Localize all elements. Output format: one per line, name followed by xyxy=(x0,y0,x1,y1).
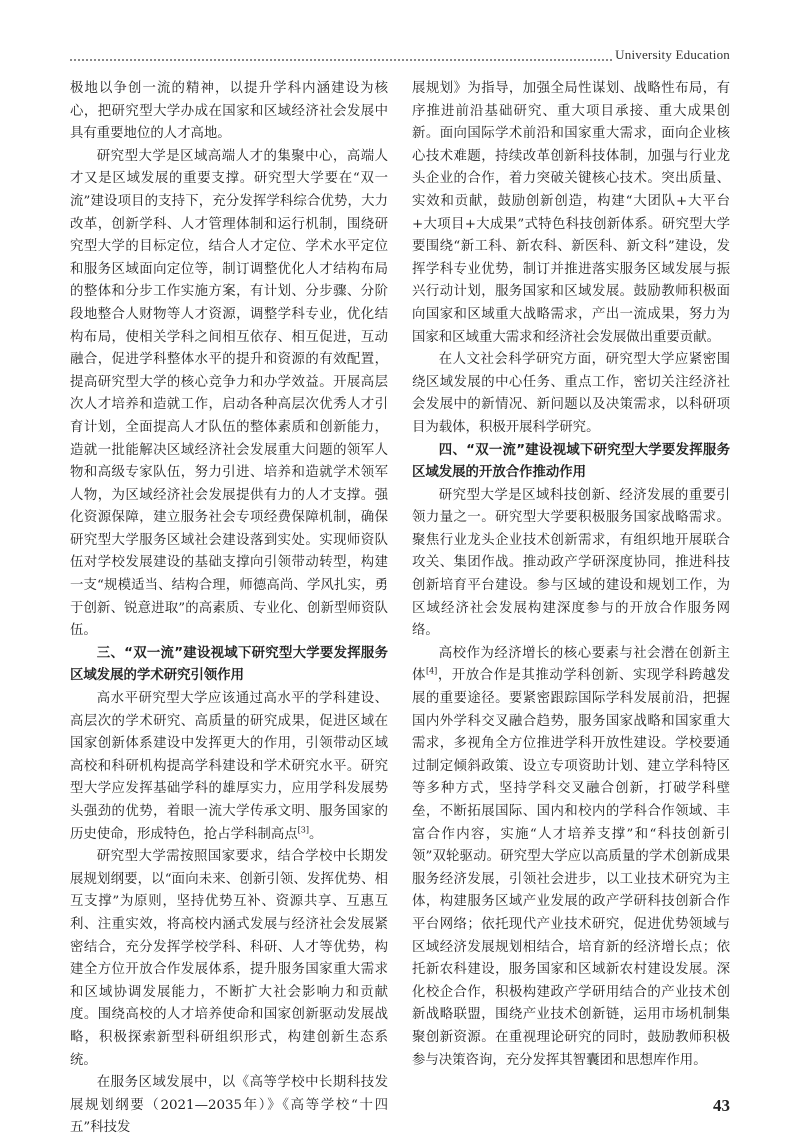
paragraph: 研究型大学是区域科技创新、经济发展的重要引领力量之一。研究型大学要积极服务国家战略需求。聚焦行业龙头企业技术创新需求，有组织地开展联合攻关、集团作战。推动政产学研深度协同，推进科技创新培育平台建设。参与区域的建设和规划工作，为区域经济社会发展构建深度参与的开放合作服务网络。 xyxy=(412,487,730,639)
section-heading-4: 四、“双一流”建设视域下研究型大学要发挥服务区域发展的开放合作推动作用 xyxy=(412,442,730,481)
paragraph xyxy=(412,643,730,1072)
paragraph: 研究型大学是区域高端人才的集聚中心，高端人才又是区域发展的重要支撑。研究型大学要在“双一流”建设项目的支持下，充分发挥学科综合优势，大力改革，创新学科、人才管理体制和运行机制，围绕研究型大学的目标定位，结合人才定位、学术水平定位和服务区域面向定位等，制订调整优化人才结构布局的整体和分步工作实施方案，有计划、分步骤、分阶段地整合人财物等人才资源，调整学科专业，优化结构布局，使相关学科之间相互依存、相互促进，互动融合，促进学科整体水平的提升和资源的有效配置，提高研究型大学的核心竞争力和办学效益。开展高层次人才培养和造就工作，启动各种高层次优秀人才引育计划，全面提高人才队伍的整体素质和创新能力，造就一批能解决区域经济社会发展重大问题的领军人物和高级专家队伍，努力引进、培养和造就学术领军人物，为区域经济社会发展提供有力的人才支撑。强化资源保障，建立服务社会专项经费保障机制，确保研究型大学服务区域社会建设落到实处。实现师资队伍对学校发展建设的基础支撑向引领带动转型，构建一支“规模适当、结构合理，师德高尚、学风扎实，勇于创新、锐意进取”的高素质、专业化、创新型师资队伍。 xyxy=(70,148,388,639)
paragraph: 在人文社会科学研究方面，研究型大学应紧密围绕区域发展的中心任务、重点工作，密切关注经济社会发展中的新情况、新问题以及决策需求，以科研项目为载体，积极开展科学研究。 xyxy=(412,352,730,435)
page-number: 43 xyxy=(713,1096,730,1115)
paragraph: 在服务区域发展中，以《高等学校中长期科技发展规划纲要（2021—2035年）》《高等学校“十四五”科技发 xyxy=(70,1075,388,1136)
section-heading-3: 三、“双一流”建设视域下研究型大学要发挥服务区域发展的学术研究引领作用 xyxy=(70,645,388,684)
left-column xyxy=(70,78,388,1140)
running-header xyxy=(70,47,730,67)
paragraph: 极地以争创一流的精神，以提升学科内涵建设为核心，把研究型大学办成在国家和区域经济社会发展中具有重要地位的人才高地。 xyxy=(70,81,388,142)
paragraph xyxy=(70,688,388,846)
paragraph-text: 高校作为经济增长的核心要素与社会潜在创新主体 xyxy=(412,645,730,684)
journal-name: University Education xyxy=(615,47,730,62)
header-dotted-rule xyxy=(70,59,612,61)
paragraph: 研究型大学需按照国家要求，结合学校中长期发展规划纲要，以“面向未来、创新引领、发挥优势、相互支撑”为原则，坚持优势互补、资源共享、互惠互利、注重实效，将高校内涵式发展与经济社会发展紧密结合，充分发挥学校学科、科研、人才等优势，构建全方位开放合作发展体系，提升服务国家重大需求和区域协调发展能力，不断扩大社会影响力和贡献度。围绕高校的人才培养使命和国家创新驱动发展战略，积极探索新型科研组织形式，构建创新生态系统。 xyxy=(70,849,388,1068)
paragraph-text: ，开放合作是其推动学科创新、实现学科跨越发展的重要途径。要紧密跟踪国际学科发展前沿，把握国内外学科交叉融合趋势，服务国家战略和国家重大需求，多视角全方位推进学科开放性建设。学校要通过制定倾斜政策、设立专项资助计划、建立学科特区等多种方式，坚持学科交叉融合创新，打破学科壁垒，不断拓展国际、国内和校内的学科合作领域、丰富合作内容，实施“人才培养支撑”和“科技创新引领”双轮驱动。研究型大学应以高质量的学术创新成果服务经济发展，引领社会进步，以工业技术研究为主体，构建服务区域产业发展的政产学研科技创新合作平台网络；依托现代产业技术研究，促进优势领域与区域经济发展规划相结合，培育新的经济增长点；依托新农科建设，服务国家和区域新农村建设发展。深化校企合作，积极构建政产学研用结合的产业技术创新战略联盟，围绕产业技术创新链，运用市场机制集聚创新资源。在重视理论研究的同时，鼓励教师积极参与决策咨询，充分发挥其智囊团和思想库作用。 xyxy=(412,668,731,1068)
right-column xyxy=(412,78,730,1072)
citation-ref: [4] xyxy=(425,666,438,676)
paragraph-text: 。 xyxy=(308,826,323,842)
paragraph-text: 高水平研究型大学应该通过高水平的学科建设、高层次的学术研究、高质量的研究成果，促进区域在国家创新体系建设中发挥更大的作用，引领带动区域高校和科研机构提高学科建设和学术研究水平。研究型大学应发挥基础学科的雄厚实力，应用学科发展势头强劲的优势，着眼一流大学传承文明、服务国家的历史使命，形成特色，抢占学科制高点 xyxy=(70,691,388,842)
paragraph: 展规划》为指导，加强全局性谋划、战略性布局，有序推进前沿基础研究、重大项目承接、重大成果创新。面向国际学术前沿和国家重大需求，面向企业核心技术难题，持续改革创新科技体制，加强与行业龙头企业的合作，着力突破关键核心技术。突出质量、实效和贡献，鼓励创新创造，构建“大团队+大平台+大项目+大成果”式特色科技创新体系。研究型大学要围绕“新工科、新农科、新医科、新文科”建设，发挥学科专业优势，制订并推进落实服务区域发展与振兴行动计划，服务国家和区域发展。鼓励教师积极面向国家和区域重大战略需求，产出一流成果，努力为国家和区域重大需求和经济社会发展做出重要贡献。 xyxy=(412,81,730,345)
citation-ref: [3] xyxy=(297,825,309,835)
